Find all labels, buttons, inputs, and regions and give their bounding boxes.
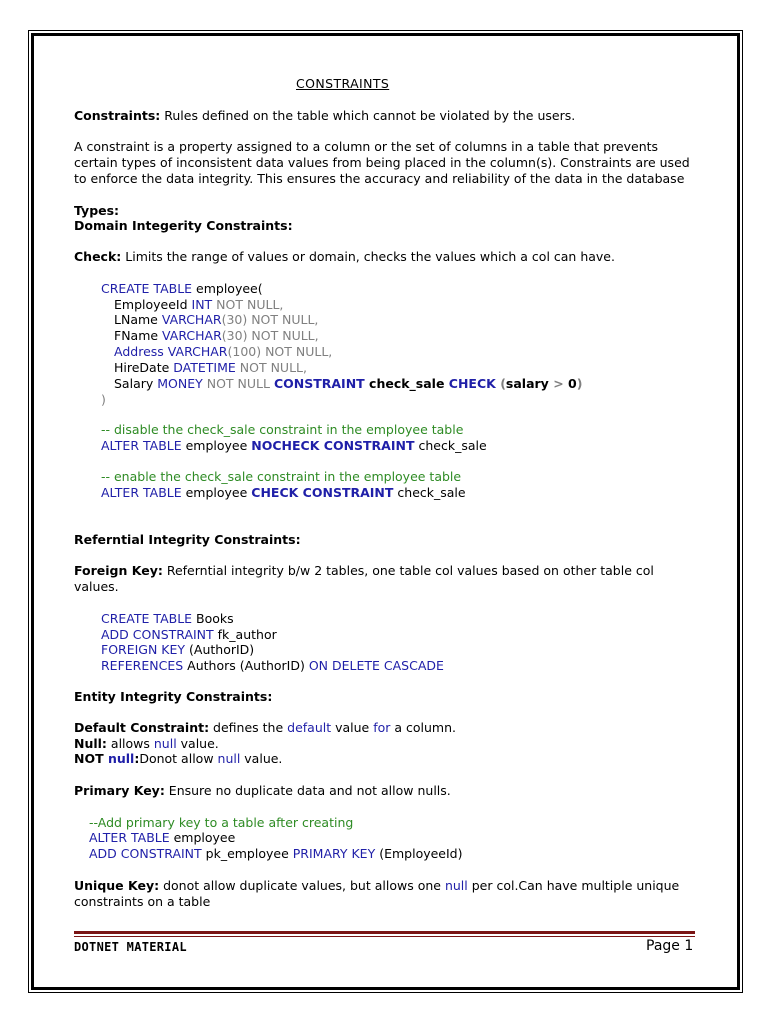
foreign-key-label: Foreign Key:: [74, 563, 163, 578]
null-label: Null:: [74, 736, 107, 751]
sql-keyword: Address: [114, 344, 168, 359]
sql-text: Salary: [114, 376, 158, 391]
default-label: Default Constraint:: [74, 720, 210, 735]
code-line: [114, 312, 318, 328]
code-comment: -- disable the check_sale constraint in the employee table: [101, 422, 464, 437]
sql-text: HireDate: [114, 360, 174, 375]
foreign-key-text: Referntial integrity b/w 2 tables, one table col values based on other table col: [162, 563, 654, 578]
sql-keyword: MONEY: [157, 376, 203, 391]
sql-text: >: [553, 376, 564, 391]
sql-text: NOT NULL,: [212, 297, 284, 312]
sql-keyword: VARCHAR: [162, 328, 222, 343]
sql-keyword: DATETIME: [173, 360, 236, 375]
footer-rule-thin: [74, 936, 695, 937]
code-line: [114, 344, 332, 360]
footer-rule: [74, 931, 695, 934]
sql-keyword: PRIMARY KEY: [292, 846, 376, 861]
unique-key-label: Unique Key:: [74, 878, 160, 893]
keyword: null: [444, 878, 468, 893]
not-null-label: NOT: [74, 751, 108, 766]
text: :: [134, 751, 140, 766]
sql-text: LName: [114, 312, 162, 327]
code-line: [101, 627, 277, 643]
sql-keyword: INT: [191, 297, 213, 312]
text: value.: [240, 751, 283, 766]
code-line: [101, 281, 263, 297]
intro-paragraph-line: certain types of inconsistent data values from being placed in the column(s). Constraints are used: [74, 155, 690, 170]
sql-keyword: FOREIGN KEY: [101, 642, 186, 657]
sql-text: Authors: [183, 658, 240, 673]
entity-heading: Entity Integrity Constraints:: [74, 689, 273, 704]
primary-key-definition: [74, 783, 451, 799]
check-label: Check:: [74, 249, 122, 264]
sql-keyword: ADD CONSTRAINT: [101, 627, 214, 642]
sql-text: (AuthorID): [239, 658, 305, 673]
sql-keyword: ADD CONSTRAINT: [89, 846, 202, 861]
sql-text: employee: [181, 438, 252, 453]
sql-text: (: [495, 376, 506, 391]
sql-text: employee: [181, 485, 252, 500]
sql-text: check_sale: [364, 376, 449, 391]
sql-text: Books: [192, 611, 234, 626]
sql-keyword: ALTER TABLE: [89, 830, 170, 845]
sql-text: ): [576, 376, 583, 391]
intro-paragraph-line: to enforce the data integrity. This ensures the accuracy and reliability of the data in the database: [74, 171, 685, 186]
text: Donot allow: [139, 751, 218, 766]
code-line: [114, 360, 307, 376]
types-heading: Types:: [74, 203, 120, 218]
sql-text: NOT NULL,: [235, 360, 307, 375]
text: value.: [176, 736, 219, 751]
sql-text: (EmployeeId): [375, 846, 463, 861]
code-line: [89, 830, 235, 846]
text: donot allow duplicate values, but allows one: [159, 878, 445, 893]
sql-text: NOT NULL: [202, 376, 274, 391]
text: defines the: [209, 720, 288, 735]
code-line: [101, 438, 487, 454]
text: allows: [106, 736, 154, 751]
sql-text: EmployeeId: [114, 297, 192, 312]
sql-keyword: CHECK CONSTRAINT: [251, 485, 394, 500]
sql-text: (30) NOT NULL,: [221, 312, 319, 327]
null-definition: [74, 736, 219, 752]
primary-key-label: Primary Key:: [74, 783, 165, 798]
sql-keyword: VARCHAR: [161, 312, 222, 327]
code-line: ): [101, 392, 106, 407]
sql-text: FName: [114, 328, 163, 343]
primary-key-text: Ensure no duplicate data and not allow nulls.: [164, 783, 451, 798]
code-line: [114, 297, 283, 313]
check-definition: [74, 249, 615, 265]
sql-text: check_sale: [414, 438, 487, 453]
sql-text: salary: [505, 376, 554, 391]
text: a column.: [390, 720, 457, 735]
sql-text: (30) NOT NULL,: [221, 328, 319, 343]
unique-key-definition: [74, 878, 679, 894]
page-number: Page 1: [646, 938, 694, 954]
constraints-label: Constraints:: [74, 108, 161, 123]
sql-text: 0: [563, 376, 577, 391]
sql-keyword: CREATE TABLE: [101, 611, 193, 626]
sql-text: fk_author: [213, 627, 277, 642]
foreign-key-definition: [74, 563, 654, 579]
not-null-definition: [74, 751, 282, 767]
code-line: [101, 642, 254, 658]
code-line: [114, 328, 319, 344]
intro-paragraph-line: A constraint is a property assigned to a column or the set of columns in a table that prevents: [74, 139, 659, 154]
code-line: [89, 846, 463, 862]
sql-text: check_sale: [393, 485, 466, 500]
sql-text: employee: [169, 830, 236, 845]
sql-keyword: REFERENCES: [101, 658, 184, 673]
text: per col.Can have multiple unique: [467, 878, 680, 893]
sql-keyword: CONSTRAINT: [273, 376, 365, 391]
keyword: for: [373, 720, 391, 735]
code-line: [101, 485, 466, 501]
foreign-key-text-cont: values.: [74, 579, 119, 594]
footer-title: DOTNET MATERIAL: [74, 940, 187, 954]
code-comment: --Add primary key to a table after creating: [89, 815, 354, 830]
default-constraint-definition: [74, 720, 456, 736]
constraints-definition: [74, 108, 575, 124]
domain-heading: Domain Integerity Constraints:: [74, 218, 293, 233]
constraints-text: Rules defined on the table which cannot be violated by the users.: [160, 108, 576, 123]
referential-heading: Referntial Integrity Constraints:: [74, 532, 301, 547]
code-comment: -- enable the check_sale constraint in the employee table: [101, 469, 462, 484]
check-text: Limits the range of values or domain, checks the values which a col can have.: [121, 249, 615, 264]
sql-text: (100) NOT NULL,: [227, 344, 333, 359]
page-title: CONSTRAINTS: [296, 76, 390, 91]
unique-key-text-cont: constraints on a table: [74, 894, 211, 909]
code-line: [114, 376, 582, 392]
sql-keyword: ALTER TABLE: [101, 485, 182, 500]
code-line: [101, 611, 234, 627]
sql-keyword: CHECK: [448, 376, 496, 391]
keyword: default: [287, 720, 332, 735]
sql-text: pk_employee: [201, 846, 293, 861]
sql-text: employee(: [192, 281, 263, 296]
sql-keyword: ALTER TABLE: [101, 438, 182, 453]
sql-text: (AuthorID): [185, 642, 255, 657]
keyword: null: [217, 751, 241, 766]
keyword: null: [107, 751, 135, 766]
sql-keyword: CREATE TABLE: [101, 281, 193, 296]
code-line: [101, 658, 444, 674]
sql-keyword: NOCHECK CONSTRAINT: [251, 438, 415, 453]
text: value: [331, 720, 374, 735]
sql-keyword: VARCHAR: [167, 344, 228, 359]
sql-keyword: ON DELETE CASCADE: [304, 658, 444, 673]
keyword: null: [153, 736, 177, 751]
